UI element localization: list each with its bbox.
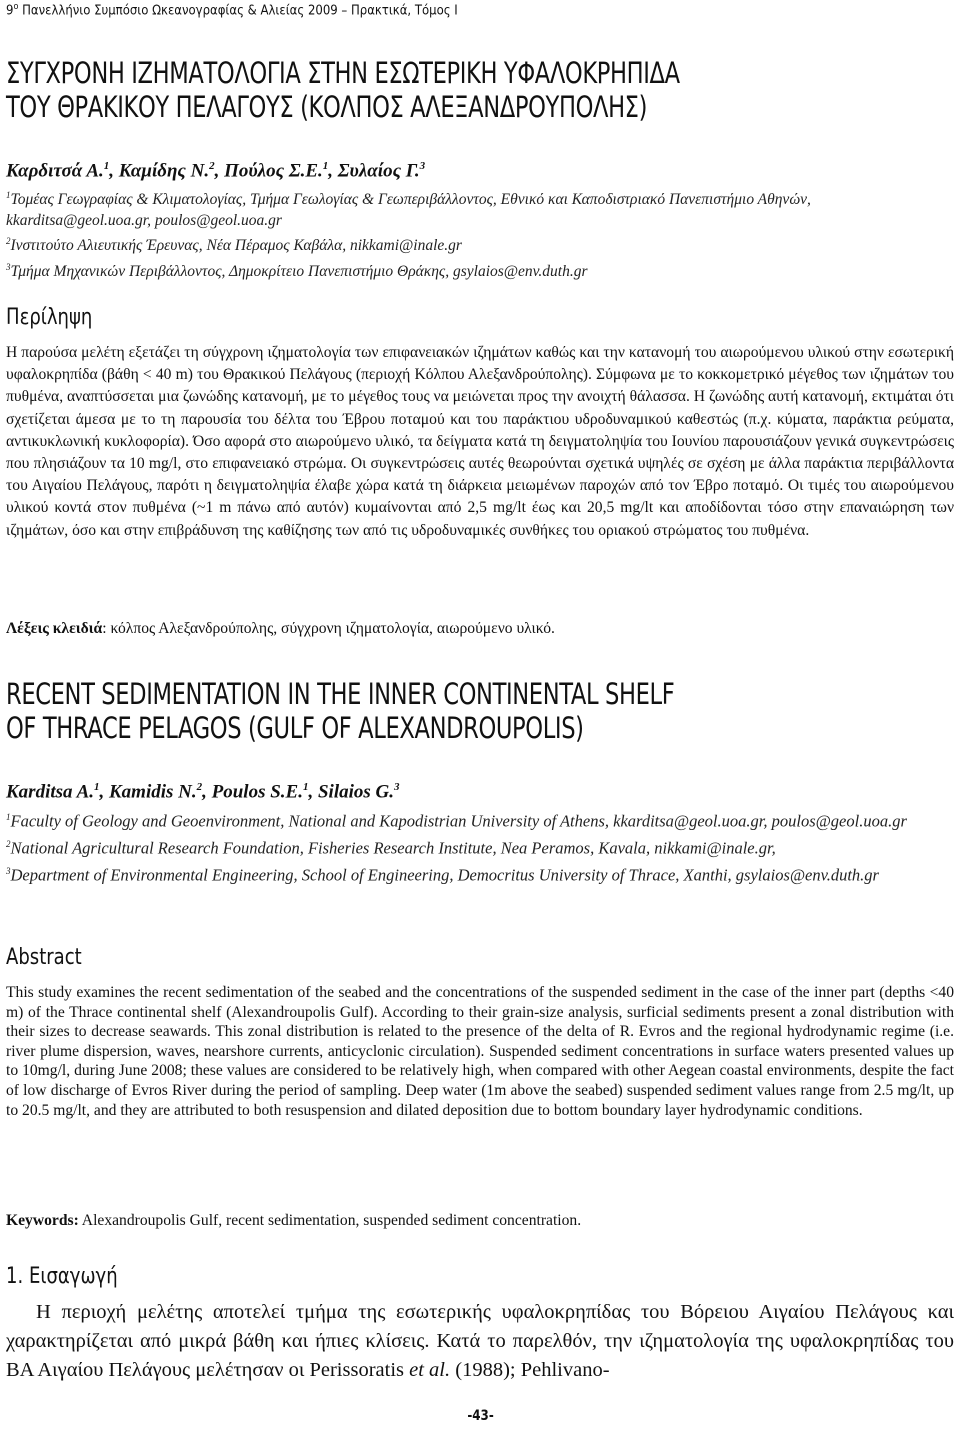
affiliation-sup: 2 bbox=[6, 839, 11, 849]
greek-abstract-body: Η παρούσα μελέτη εξετάζει τη σύγχρονη ιζηματολογία των επιφανειακών ιζημάτων καθώς και την κατανομή του αιωρούμενου υλικού στην εσωτερική υφαλοκρηπίδα (βάθη < 40 m) του Θρακικού Πελάγους (περιοχή Κόλπου Αλεξανδρούπολης). Σύμφωνα με το κοκκομετρικό μέγεθος των ιζημάτων του πυθμένα, αναπτύσσεται μια ζωνώδης κατανομή, με το μέγεθος τους να μειώνεται προς την ανοιχτή θάλασσα. Η ζωνώδης αυτή κατανομή, εκτιμάται ότι σχετίζεται άμεσα με το τη παρουσία του δέλτα του Έβρου ποταμού και του παράκτιου υδροδυναμικού καθεστώς (π.χ. κύματα, παράκτια ρεύματα, αντικυκλωνική κυκλοφορία). Όσο αφορά στο αιωρούμενο υλικό, τα δείγματα κατά τη δειγματοληψία του Ιουνίου παρουσιάζουν γενικά συγκεντρώσεις που πλησιάζουν τα 10 mg/l, στο επιφανειακό στρώμα. Οι συγκεντρώσεις αυτές θεωρούνται σχετικά υψηλές σε σχέση με άλλα παράκτια περιβάλλοντα του Αιγαίου Πελάγους, παρότι η δειγματοληψία έλαβε χώρα κατά τη διάρκεια μειωμένων παροχών από τον Έβρο ποταμό. Οι τιμές του αιωρούμενου υλικού κοντά στον πυθμένα (~1 m πάνω από αυτόν) κυμαίνονται από 2,5 mg/lt έως και 20,5 mg/lt και αποδίδονται τόσο στην επαναιώρηση των ιζημάτων, όσο και στην επιβράδυνση της καθίζησης των από τις υδροδυναμικές συνθήκες του οριακού στρώματος του πυθμένα. bbox=[6, 344, 954, 539]
affiliation bbox=[6, 231, 956, 257]
greek-keywords bbox=[6, 620, 555, 638]
greek-authors bbox=[6, 160, 425, 182]
page-number: -43- bbox=[467, 1408, 494, 1424]
greek-title-line: ΤΟΥ ΘΡΑΚΙΚΟΥ ΠΕΛΑΓΟΥΣ (ΚΟΛΠΟΣ ΑΛΕΞΑΝΔΡΟΥΠΟΛΗΣ) bbox=[6, 90, 648, 124]
intro-heading: 1. Εισαγωγή bbox=[6, 1264, 118, 1289]
author-sup: 2 bbox=[209, 160, 215, 172]
affiliation-sup: 1 bbox=[6, 812, 11, 822]
affiliation-text: Department of Environmental Engineering, School of Engineering, Democritus University of Thrace, Xanthi, gsylaios@env.duth.gr bbox=[10, 865, 879, 885]
affiliation-sup: 1 bbox=[6, 190, 11, 200]
affiliation-sup: 3 bbox=[6, 261, 11, 272]
author-name: , Kamidis N. bbox=[99, 781, 197, 803]
intro-etal: et al. bbox=[409, 1359, 451, 1381]
author-sup: 1 bbox=[302, 781, 309, 793]
keywords-text: : κόλπος Αλεξανδρούπολης, σύγχρονη ιζηματολογία, αιωρούμενο υλικό. bbox=[102, 620, 555, 637]
keywords-text: Alexandroupolis Gulf, recent sedimentation, suspended sediment concentration. bbox=[78, 1212, 582, 1229]
affiliation-text: Τμήμα Μηχανικών Περιβάλλοντος, Δημοκρίτειο Πανεπιστήμιο Θράκης, gsylaios@env.duth.gr bbox=[10, 262, 588, 280]
affiliation-text: Faculty of Geology and Geoenvironment, National and Kapodistrian University of Athens, kkarditsa@geol.uoa.gr, poulos@geol.uoa.gr bbox=[10, 811, 907, 831]
author-sup: 2 bbox=[196, 781, 203, 793]
greek-affiliations bbox=[6, 185, 956, 282]
affiliation-text: Τομέας Γεωγραφίας & Κλιματολογίας, Τμήμα Γεωλογίας & Γεωπεριβάλλοντος, Εθνικό και Καποδιστριακό Πανεπιστήμιο Αθηνών, kkarditsa@geol.uoa.gr, poulos@geol.uoa.gr bbox=[6, 191, 811, 229]
running-head bbox=[6, 2, 458, 18]
author-sup: 3 bbox=[394, 781, 400, 793]
intro-text-end: (1988); Pehlivano- bbox=[450, 1359, 610, 1381]
author-sup: 1 bbox=[322, 160, 329, 172]
running-head-text: Πανελλήνιο Συμπόσιο Ωκεανογραφίας & Αλιείας 2009 – Πρακτικά, Τόμος Ι bbox=[18, 3, 458, 19]
running-head-sup: ο bbox=[13, 2, 19, 12]
affiliation bbox=[6, 185, 956, 231]
english-authors bbox=[6, 781, 400, 803]
english-abstract-body: This study examines the recent sedimentation of the seabed and the concentrations of the suspended sediment in the case of the inner part (depths <40 m) of the Thrace continental shelf (Alexandroupolis Gulf). According to their grain-size analysis, surficial sediments present a zonal distribution with their sizes to decrease seawards. This zonal distribution is related to the presence of the delta of R. Evros and the regional hydrodynamic regime (i.e. river plume dispersion, waves, nearshore currents, anticyclonic circulation). Suspended sediment concentrations in surface waters presented values up to 10mg/l, during June 2008; these values are considered to be relatively high, when compared with other Aegean coastal environments, despite the fact of low discharge of Evros River during the period of sampling. Deep water (1m above the seabed) suspended sediment values range from 2.5 mg/lt, up to 20.5 mg/lt, and they are attributed to both resuspension and dilated deposition due to bottom boundary layer hydrodynamic conditions. bbox=[6, 984, 954, 1119]
author-name: , Πούλος Σ.Ε. bbox=[214, 160, 323, 182]
author-name: , Συλαίος Γ. bbox=[328, 160, 420, 182]
keywords-label: Λέξεις κλειδιά bbox=[6, 620, 103, 637]
affiliation bbox=[6, 257, 956, 283]
author-sup: 1 bbox=[94, 781, 100, 793]
affiliation bbox=[6, 833, 956, 860]
greek-title-line: ΣΥΓΧΡΟΝΗ ΙΖΗΜΑΤΟΛΟΓΙΑ ΣΤΗΝ ΕΣΩΤΕΡΙΚΗ ΥΦΑΛΟΚΡΗΠΙΔΑ bbox=[6, 56, 680, 90]
author-name: , Silaios G. bbox=[308, 781, 394, 803]
english-affiliations bbox=[6, 806, 956, 887]
english-keywords bbox=[6, 1212, 581, 1230]
greek-abstract-heading: Περίληψη bbox=[6, 305, 93, 330]
author-name: , Καμίδης Ν. bbox=[109, 160, 210, 182]
author-name: , Poulos S.E. bbox=[202, 781, 303, 803]
english-title bbox=[6, 677, 674, 745]
affiliation-sup: 3 bbox=[6, 866, 11, 876]
affiliation-sup: 2 bbox=[6, 236, 11, 247]
english-abstract-heading: Abstract bbox=[6, 945, 82, 970]
affiliation-text: Ινστιτούτο Αλιευτικής Έρευνας, Νέα Πέραμος Καβάλα, nikkami@inale.gr bbox=[10, 237, 462, 255]
intro-paragraph bbox=[6, 1298, 954, 1385]
greek-title bbox=[6, 56, 680, 124]
affiliation bbox=[6, 806, 956, 833]
author-sup: 3 bbox=[419, 160, 426, 172]
author-name: Karditsa A. bbox=[6, 781, 94, 803]
running-head-number: 9 bbox=[6, 3, 14, 19]
english-title-line: RECENT SEDIMENTATION IN THE INNER CONTINENTAL SHELF bbox=[6, 677, 675, 711]
english-title-line: OF THRACE PELAGOS (GULF OF ALEXANDROUPOLIS) bbox=[6, 711, 584, 745]
affiliation-text: National Agricultural Research Foundation, Fisheries Research Institute, Nea Peramos, Kavala, nikkami@inale.gr, bbox=[10, 838, 776, 858]
author-sup: 1 bbox=[103, 160, 110, 172]
affiliation bbox=[6, 860, 956, 887]
intro-text: Η περιοχή μελέτης αποτελεί τμήμα της εσωτερικής υφαλοκρηπίδας του Βόρειου Αιγαίου Πελάγους και χαρακτηρίζεται από μικρά βάθη και ήπιες κλίσεις. Κατά το παρελθόν, την ιζηματολογία της υφαλοκρηπίδας του ΒΑ Αιγαίου Πελάγους μελέτησαν οι Perissoratis bbox=[6, 1301, 954, 1381]
keywords-label: Keywords: bbox=[6, 1212, 79, 1229]
author-name: Καρδιτσά Α. bbox=[6, 160, 104, 182]
